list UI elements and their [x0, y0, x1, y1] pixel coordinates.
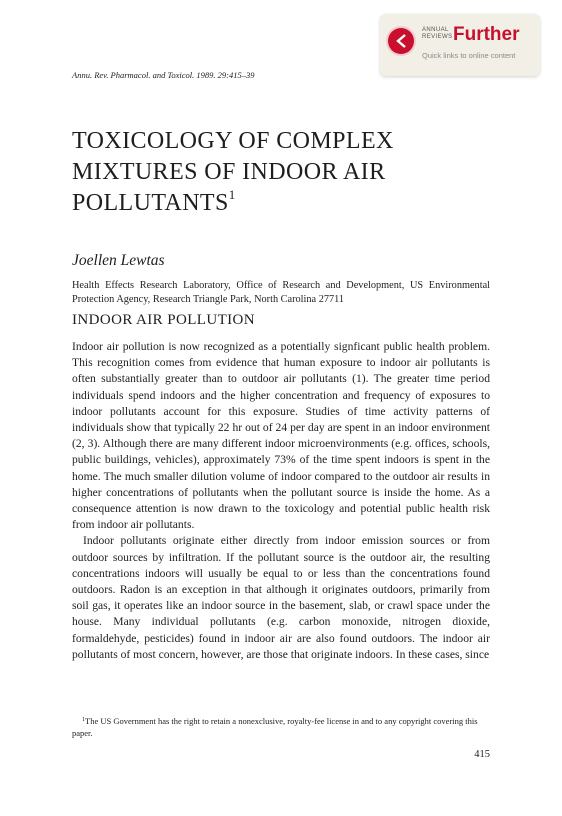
footnote-marker: 1 — [82, 717, 85, 723]
article-title-text: TOXICOLOGY OF COMPLEX MIXTURES OF INDOOR AIR POLLUTANTS — [72, 128, 394, 216]
banner-reviews-label: REVIEWS — [422, 34, 453, 40]
title-footnote-marker: 1 — [228, 187, 236, 202]
article-title — [72, 126, 492, 219]
paragraph: Indoor pollutants originate either directly from indoor emission sources or from outdoor sources by infiltration. If the pollutant source is the outdoor air, the resulting concentrations indoors will usually be equal to or less than the concentrations found outdoors. Radon is an exception in that although it originates outdoors, primarily from soil gas, it operates like an indoor source in the basement, slab, or crawl space under the house. Many individual pollutants (e.g. carbon monoxide, nitrogen dioxide, formaldehyde, pesticides) found in indoor air are also found outdoors. The indoor air pollutants of most concern, however, are those that originate indoors. In these cases, since — [72, 534, 490, 661]
section-heading: INDOOR AIR POLLUTION — [72, 312, 255, 328]
journal-citation: Annu. Rev. Pharmacol. and Toxicol. 1989. 29:415–39 — [72, 70, 255, 80]
author-name: Joellen Lewtas — [72, 252, 165, 269]
banner-subtitle: Quick links to online content — [422, 51, 516, 60]
footnote-text: The US Government has the right to retain a nonexclusive, royalty-fee license in and to any copyright covering this paper. — [72, 716, 478, 738]
play-arrow-icon — [388, 28, 414, 54]
banner-further-label: Further — [453, 24, 520, 45]
author-affiliation: Health Effects Research Laboratory, Office of Research and Development, US Environmental Protection Agency, Research Triangle Park, North Carolina 27711 — [72, 280, 490, 305]
page-number: 415 — [474, 749, 490, 760]
banner-annual-label: ANNUAL — [422, 27, 449, 33]
annual-reviews-further-banner[interactable] — [380, 14, 540, 76]
footnote — [72, 715, 490, 739]
body-text — [72, 339, 490, 663]
paragraph: Indoor air pollution is now recognized as a potentially signficant public health problem. This recognition comes from evidence that human exposure to indoor air pollutants is often substantially greater than to outdoor air pollutants (1). The greater time period individuals spend indoors and the higher concentration and frequency of exposures to indoor pollutants account for this exposure. Studies of time activity patterns of individuals show that typically 22 hr out of 24 per day are spent in an indoor environment (2, 3). Although there are many different indoor microenvironments (e.g. offices, schools, public buildings, vehicles), approximately 73% of the time spent indoors is spent in the home. The much smaller dilution volume of indoor compared to the outdoor air results in higher concentrations of pollutants when the pollutant source is inside the home. As a consequence attention is now drawn to the toxicology and potential public health risk from indoor air pollutants. — [72, 340, 490, 532]
